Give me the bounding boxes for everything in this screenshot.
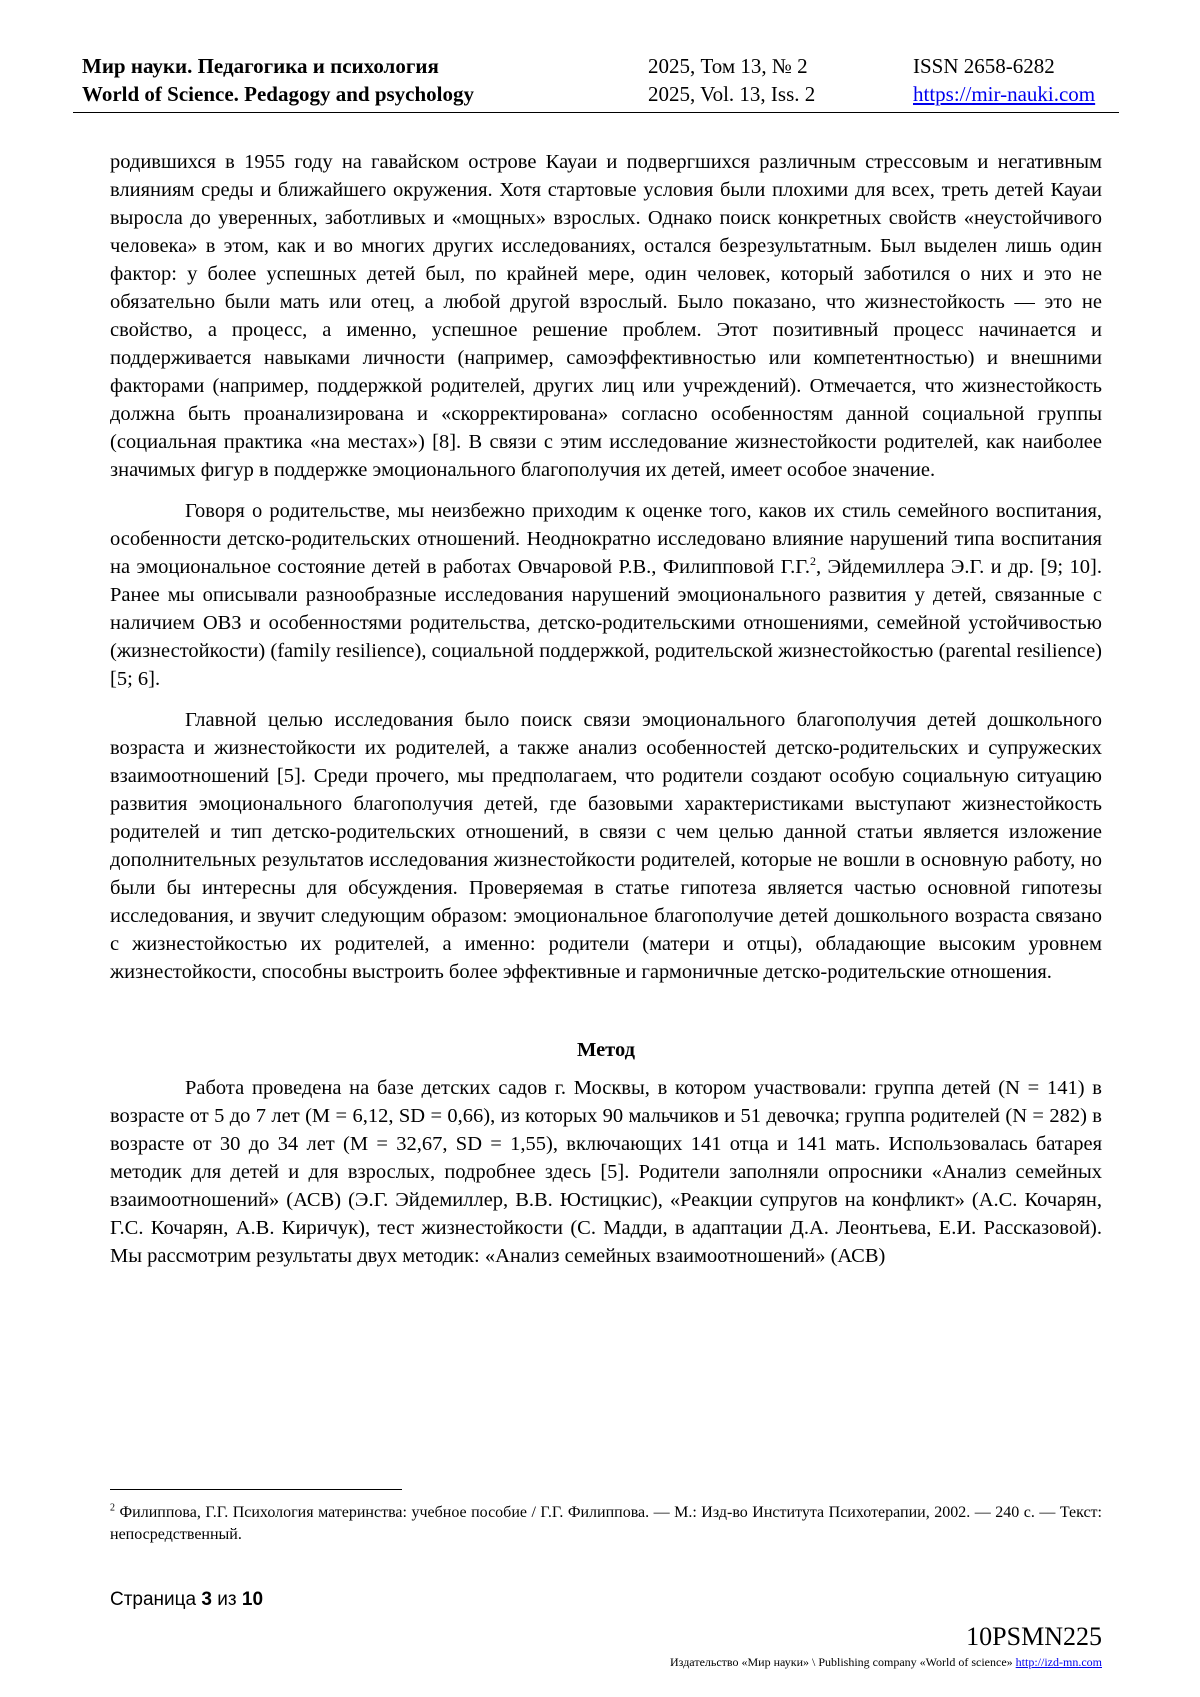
paragraph-2 bbox=[110, 497, 1102, 693]
page-current: 3 bbox=[201, 1589, 212, 1610]
paragraph-4: Работа проведена на базе детских садов г. Москвы, в котором участвовали: группа детей (N = 141) в возрасте от 5 до 7 лет (M = 6,12, SD = 0,66), из которых 90 мальчиков и 51 девочка; группа родителей (N = 282) в возрасте от 30 до 34 лет (M = 32,67, SD = 1,55), включающих 141 отца и 141 мать. Использовалась батарея методик для детей и для взрослых, подробнее здесь [5]. Родители заполняли опросники «Анализ семейных взаимоотношений» (АСВ) (Э.Г. Эйдемиллер, В.В. Юстицкис), «Реакции супругов на конфликт» (А.С. Кочарян, Г.С. Кочарян, А.В. Киричук), тест жизнестойкости (С. Мадди, в адаптации Д.А. Леонтьева, Е.И. Рассказовой). Мы рассмотрим результаты двух методик: «Анализ семейных взаимоотношений» (АСВ) bbox=[110, 1077, 1102, 1267]
section-heading: Метод bbox=[576, 1039, 635, 1061]
publisher-text: Издательство «Мир науки» \ Publishing company «World of science» bbox=[670, 1655, 1013, 1669]
footnote-reference[interactable]: 2 bbox=[809, 554, 816, 569]
journal-url-link[interactable]: https://mir-nauki.com bbox=[913, 82, 1096, 106]
journal-title-en: World of Science. Pedagogy and psychology bbox=[82, 82, 475, 106]
paragraph-1: родившихся в 1955 году на гавайском острове Кауаи и подвергшихся различным стрессовым и негативным влияниям среды и ближайшего окружения. Хотя стартовые условия были плохими для всех, треть детей Кауаи выросла до уверенных, заботливых и «мощных» взрослых. Однако поиск конкретных свойств «неустойчивого человека» в этом, как и во многих других исследованиях, остался безрезультатным. Был выделен лишь один фактор: у более успешных детей был, по крайней мере, один человек, который заботился о них и это не обязательно были мать или отец, а любой другой взрослый. Было показано, что жизнестойкость — это не свойство, а процесс, а именно, успешное решение проблем. Этот позитивный процесс начинается и поддерживается навыками личности (например, самоэффективностью или компетентностью) и внешними факторами (например, поддержкой родителей, других лиц или учреждений). Отмечается, что жизнестойкость должна быть проанализирована и «скорректирована» согласно особенностям данной социальной группы (социальная практика «на местах») [8]. В связи с этим исследование жизнестойкости родителей, как наиболее значимых фигур в поддержке эмоционального благополучия их детей, имеет особое значение. bbox=[110, 151, 1102, 481]
paragraph-3: Главной целью исследования было поиск связи эмоционального благополучия детей дошкольного возраста и жизнестойкости их родителей, а также анализ особенностей детско-родительских и супружеских взаимоотношений [5]. Среди прочего, мы предполагаем, что родители создают особую социальную ситуацию развития эмоционального благополучия детей, где базовыми характеристиками выступают жизнестойкость родителей и тип детско-родительских отношений, в связи с чем целью данной статьи является изложение дополнительных результатов исследования жизнестойкости родителей, которые не вошли в основную работу, но были бы интересны для обсуждения. Проверяемая в статье гипотеза является частью основной гипотезы исследования, и звучит следующим образом: эмоциональное благополучие детей дошкольного возраста связано с жизнестойкостью их родителей, а именно: родители (матери и отцы), обладающие высоким уровнем жизнестойкости, способны выстроить более эффективные и гармоничные детско-родительские отношения. bbox=[110, 709, 1102, 983]
paragraph-2-after: , Эйдемиллера Э.Г. и др. [9; 10]. Ранее мы описывали разнообразные исследования нарушений эмоционального развития у детей, связанные с наличием ОВЗ и особенностями родительства, детско-родительскими отношениями, семейной устойчивостью (жизнестойкости) (family resilience), социальной поддержкой, родительской жизнестойкостью (parental resilience) [5; 6]. bbox=[110, 556, 1102, 690]
article-body bbox=[110, 148, 1102, 1270]
issn-block bbox=[913, 52, 1095, 108]
publisher-line bbox=[670, 1655, 1102, 1670]
journal-title bbox=[82, 52, 474, 108]
footnote-mark: 2 bbox=[110, 1502, 115, 1514]
issue-info bbox=[648, 52, 815, 108]
page-total: 10 bbox=[241, 1589, 264, 1610]
page-sep: из bbox=[217, 1589, 237, 1610]
paragraph-2-before: Говоря о родительстве, мы неизбежно приходим к оценке того, каков их стиль семейного воспитания, особенности детско-родительских отношений. Неоднократно исследовано влияние нарушений типа воспитания на эмоциональное состояние детей в работах Овчаровой Р.В., Филипповой Г.Г. bbox=[110, 500, 1102, 578]
footnote-divider bbox=[110, 1489, 402, 1490]
publisher-link[interactable]: http://izd-mn.com bbox=[1015, 1655, 1102, 1669]
header-divider bbox=[73, 112, 1119, 113]
page-prefix: Страница bbox=[110, 1589, 197, 1610]
footnote bbox=[110, 1502, 1102, 1546]
article-code: 10PSMN225 bbox=[966, 1622, 1102, 1651]
issue-en: 2025, Vol. 13, Iss. 2 bbox=[648, 82, 816, 106]
issue-ru: 2025, Том 13, № 2 bbox=[648, 54, 808, 78]
issn: ISSN 2658-6282 bbox=[913, 54, 1055, 78]
journal-title-ru: Мир науки. Педагогика и психология bbox=[82, 54, 439, 78]
page-number bbox=[110, 1589, 263, 1611]
footnote-text: Филиппова, Г.Г. Психология материнства: учебное пособие / Г.Г. Филиппова. — М.: Изд-во Института Психотерапии, 2002. — 240 с. — Текст: непосредственный. bbox=[110, 1504, 1102, 1543]
